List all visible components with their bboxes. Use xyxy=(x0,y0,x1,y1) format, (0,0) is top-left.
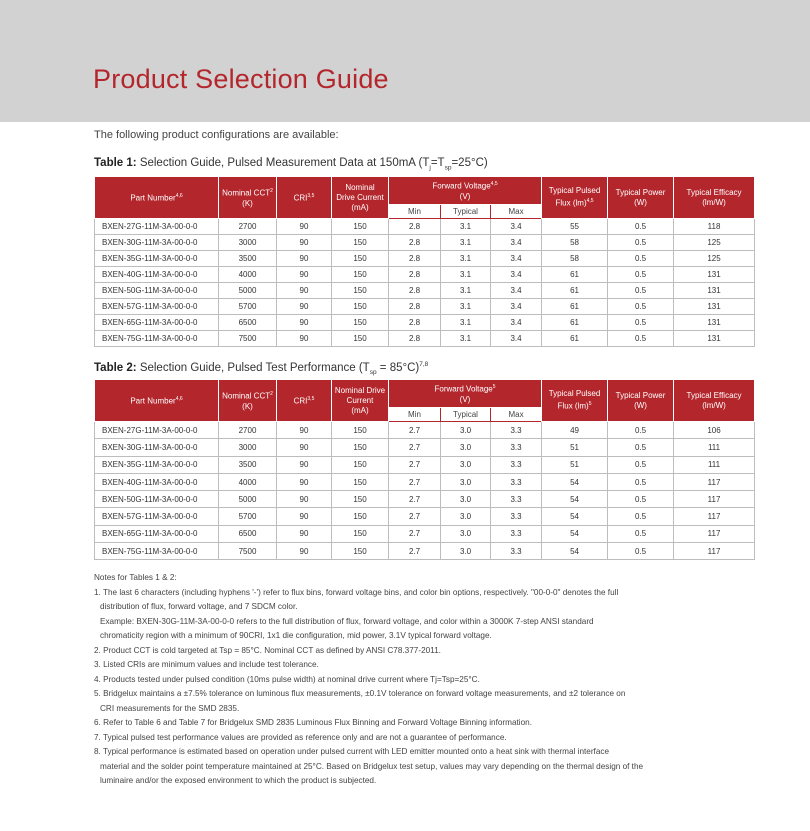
table-cell: 150 xyxy=(332,299,389,315)
table-cell: 3.4 xyxy=(491,219,542,235)
table-cell: 3.0 xyxy=(441,543,491,560)
col-fv-max: Max xyxy=(491,205,542,219)
table-cell: BXEN-75G-11M-3A-00-0-0 xyxy=(95,331,219,347)
table-cell: 2.7 xyxy=(389,525,441,542)
table-cell: 54 xyxy=(542,543,608,560)
table-cell: 90 xyxy=(277,456,332,473)
table-cell: 7500 xyxy=(219,331,277,347)
table-cell: 150 xyxy=(332,315,389,331)
table-cell: 150 xyxy=(332,456,389,473)
table-cell: 125 xyxy=(674,235,755,251)
table-cell: 3.4 xyxy=(491,267,542,283)
table-cell: 58 xyxy=(542,251,608,267)
table-cell: 125 xyxy=(674,251,755,267)
table-cell: 2.8 xyxy=(389,219,441,235)
table-cell: 150 xyxy=(332,235,389,251)
table-row xyxy=(95,456,755,473)
table-cell: 3.3 xyxy=(491,473,542,490)
table-cell: 90 xyxy=(277,283,332,299)
table-row xyxy=(95,299,755,315)
table-cell: 2.8 xyxy=(389,283,441,299)
table-cell: 2.7 xyxy=(389,473,441,490)
table-cell: 90 xyxy=(277,219,332,235)
table-cell: 150 xyxy=(332,525,389,542)
note-line: distribution of flux, forward voltage, and 7 SDCM color. xyxy=(100,602,298,611)
table-cell: 54 xyxy=(542,525,608,542)
table-cell: 3.1 xyxy=(441,283,491,299)
table-cell: 150 xyxy=(332,491,389,508)
note-line: 7. Typical pulsed test performance values are provided as reference only and are not a guarantee of performance. xyxy=(94,732,507,742)
col-drive-current: Nominal Drive Current (mA) xyxy=(332,380,389,422)
table-cell: 2.7 xyxy=(389,439,441,456)
table-cell: 0.5 xyxy=(608,299,674,315)
note-line: 4. Products tested under pulsed condition (10ms pulse width) at nominal drive current where Tj=Tsp=25°C. xyxy=(94,674,480,684)
note-line: 1. The last 6 characters (including hyphens '-') refer to flux bins, forward voltage bins, and color bin options, respectively. "00-0-0" denotes the full xyxy=(94,587,619,597)
table-row xyxy=(95,331,755,347)
table-cell: 3.1 xyxy=(441,251,491,267)
table-cell: 0.5 xyxy=(608,473,674,490)
table-cell: 117 xyxy=(674,473,755,490)
table-cell: 0.5 xyxy=(608,267,674,283)
table-cell: 90 xyxy=(277,315,332,331)
table-cell: BXEN-30G-11M-3A-00-0-0 xyxy=(95,439,219,456)
table-cell: 3.0 xyxy=(441,508,491,525)
table-cell: 90 xyxy=(277,439,332,456)
note-line: CRI measurements for the SMD 2835. xyxy=(100,703,240,713)
table-cell: 3.3 xyxy=(491,456,542,473)
table-cell: 150 xyxy=(332,543,389,560)
table-cell: 131 xyxy=(674,283,755,299)
col-cct: Nominal CCT$^2$ (K) xyxy=(219,177,277,219)
table-cell: 90 xyxy=(277,422,332,439)
table-cell: 0.5 xyxy=(608,491,674,508)
table-cell: 2700 xyxy=(219,422,277,439)
col-forward-voltage: Forward Voltage$^{4,5}$ (V) xyxy=(389,177,542,205)
table-cell: 49 xyxy=(542,422,608,439)
table-cell: 0.5 xyxy=(608,543,674,560)
table-cell: BXEN-40G-11M-3A-00-0-0 xyxy=(95,473,219,490)
col-efficacy: Typical Efficacy (lm/W) xyxy=(674,177,755,219)
col-fv-min: Min xyxy=(389,205,441,219)
table-cell: 111 xyxy=(674,439,755,456)
table-row xyxy=(95,508,755,525)
note-line: Example: BXEN-30G-11M-3A-00-0-0 refers to the full distribution of flux, forward voltage, and color within a 3000K 7-step ANSI standard xyxy=(100,616,594,626)
table-cell: 150 xyxy=(332,251,389,267)
table-cell: 0.5 xyxy=(608,439,674,456)
table-cell: 3.0 xyxy=(441,491,491,508)
table-cell: 61 xyxy=(542,267,608,283)
col-part-number: Part Number$^{4,6}$ xyxy=(95,177,219,219)
table-cell: 131 xyxy=(674,267,755,283)
col-cri: CRI$^{3,5}$ xyxy=(277,380,332,422)
table-cell: 3000 xyxy=(219,439,277,456)
table-cell: 3.3 xyxy=(491,508,542,525)
table-row xyxy=(95,267,755,283)
table-cell: 3.3 xyxy=(491,491,542,508)
table-cell: 2.7 xyxy=(389,422,441,439)
table-cell: 4000 xyxy=(219,473,277,490)
table-cell: 117 xyxy=(674,508,755,525)
table-cell: 2.8 xyxy=(389,299,441,315)
table-cell: 3.4 xyxy=(491,251,542,267)
table-cell: BXEN-50G-11M-3A-00-0-0 xyxy=(95,491,219,508)
table1-caption: Table 1: Selection Guide, Pulsed Measurement Data at 150mA $(T_j=T_{sp}=25^\circ C)$ xyxy=(94,157,488,172)
table-cell: 106 xyxy=(674,422,755,439)
table-cell: 0.5 xyxy=(608,456,674,473)
table-cell: 90 xyxy=(277,491,332,508)
col-flux: Typical Pulsed Flux (lm)$^5$ xyxy=(542,380,608,422)
table-cell: 0.5 xyxy=(608,235,674,251)
table-cell: 2.7 xyxy=(389,508,441,525)
table-cell: 90 xyxy=(277,525,332,542)
table-cell: 3.3 xyxy=(491,525,542,542)
table-cell: 90 xyxy=(277,267,332,283)
table-cell: 7500 xyxy=(219,543,277,560)
table-notes xyxy=(94,571,754,789)
table-cell: 117 xyxy=(674,491,755,508)
table-cell: 54 xyxy=(542,473,608,490)
table-cell: 54 xyxy=(542,491,608,508)
table-cell: 5000 xyxy=(219,491,277,508)
table-cell: 0.5 xyxy=(608,219,674,235)
table-cell: 0.5 xyxy=(608,315,674,331)
table-row xyxy=(95,251,755,267)
table-cell: 90 xyxy=(277,473,332,490)
table-cell: 0.5 xyxy=(608,508,674,525)
table-cell: 3500 xyxy=(219,251,277,267)
table-cell: 61 xyxy=(542,283,608,299)
intro-text: The following product configurations are available: xyxy=(94,129,339,141)
table-row xyxy=(95,439,755,456)
table-cell: 2.8 xyxy=(389,331,441,347)
col-flux: Typical Pulsed Flux (lm)$^{4,5}$ xyxy=(542,177,608,219)
table-cell: 2.8 xyxy=(389,235,441,251)
table-cell: 150 xyxy=(332,331,389,347)
table-cell: 2.7 xyxy=(389,491,441,508)
table-cell: BXEN-65G-11M-3A-00-0-0 xyxy=(95,315,219,331)
table-cell: 3.0 xyxy=(441,422,491,439)
table-cell: 3.3 xyxy=(491,422,542,439)
col-efficacy: Typical Efficacy (lm/W) xyxy=(674,380,755,422)
col-power: Typical Power (W) xyxy=(608,380,674,422)
table2-caption: Table 2: Selection Guide, Pulsed Test Performance $(T_{sp} = 85^\circ C)^{7,8}$ xyxy=(94,361,429,377)
table-cell: BXEN-75G-11M-3A-00-0-0 xyxy=(95,543,219,560)
table-cell: 150 xyxy=(332,473,389,490)
table-cell: 150 xyxy=(332,219,389,235)
table-row xyxy=(95,315,755,331)
note-line: chromaticity region with a minimum of 90CRI, 1x1 die configuration, mid power, 3.1V typical forward voltage. xyxy=(100,631,492,640)
table-cell: 118 xyxy=(674,219,755,235)
table-cell: 3.1 xyxy=(441,299,491,315)
table-cell: 3.4 xyxy=(491,283,542,299)
table-row xyxy=(95,235,755,251)
table-cell: BXEN-30G-11M-3A-00-0-0 xyxy=(95,235,219,251)
table-cell: 0.5 xyxy=(608,525,674,542)
table-cell: 4000 xyxy=(219,267,277,283)
table-cell: 5700 xyxy=(219,508,277,525)
note-line: material and the solder point temperature maintained at 25°C. Based on Bridgelux test setup, values may vary depending on the thermal design of the xyxy=(100,761,644,771)
table-row xyxy=(95,525,755,542)
notes-heading: Notes for Tables 1 & 2: xyxy=(94,573,177,582)
table-cell: 58 xyxy=(542,235,608,251)
table-cell: 131 xyxy=(674,315,755,331)
table-cell: 2.8 xyxy=(389,315,441,331)
table-cell: 131 xyxy=(674,331,755,347)
table-cell: 61 xyxy=(542,299,608,315)
table-cell: 55 xyxy=(542,219,608,235)
table-cell: 3.0 xyxy=(441,473,491,490)
note-line: 2. Product CCT is cold targeted at Tsp = 85°C. Nominal CCT as defined by ANSI C78.377-2011. xyxy=(94,645,441,655)
table-cell: 54 xyxy=(542,508,608,525)
table-cell: 117 xyxy=(674,525,755,542)
col-fv-max: Max xyxy=(491,408,542,422)
table-cell: 3.1 xyxy=(441,219,491,235)
table-row xyxy=(95,422,755,439)
table-cell: 3.4 xyxy=(491,299,542,315)
table-cell: 150 xyxy=(332,508,389,525)
table-cell: 2.8 xyxy=(389,251,441,267)
table-cell: 3.3 xyxy=(491,439,542,456)
table-cell: BXEN-50G-11M-3A-00-0-0 xyxy=(95,283,219,299)
selection-table-2 xyxy=(94,379,755,560)
table-row xyxy=(95,491,755,508)
table-cell: 150 xyxy=(332,422,389,439)
table-cell: 131 xyxy=(674,299,755,315)
table-cell: 3.4 xyxy=(491,331,542,347)
note-line: 5. Bridgelux maintains a ±7.5% tolerance on luminous flux measurements, ±0.1V tolerance on forward voltage measurements, and ±2 tolerance on xyxy=(94,689,626,698)
table-cell: BXEN-65G-11M-3A-00-0-0 xyxy=(95,525,219,542)
col-fv-typ: Typical xyxy=(441,205,491,219)
table-row xyxy=(95,219,755,235)
table-cell: 111 xyxy=(674,456,755,473)
table-cell: 0.5 xyxy=(608,331,674,347)
col-fv-typ: Typical xyxy=(441,408,491,422)
table-cell: 90 xyxy=(277,299,332,315)
table-cell: BXEN-40G-11M-3A-00-0-0 xyxy=(95,267,219,283)
table-cell: 3.3 xyxy=(491,543,542,560)
note-line: luminaire and/or the exposed environment to which the product is subjected. xyxy=(100,776,377,785)
selection-table-1 xyxy=(94,176,755,347)
page-title: Product Selection Guide xyxy=(93,64,389,94)
table-cell: 3.0 xyxy=(441,439,491,456)
table-cell: 150 xyxy=(332,283,389,299)
table-cell: 90 xyxy=(277,331,332,347)
table-cell: 2.7 xyxy=(389,543,441,560)
col-cct: Nominal CCT$^2$ (K) xyxy=(219,380,277,422)
col-power: Typical Power (W) xyxy=(608,177,674,219)
table-cell: 90 xyxy=(277,508,332,525)
table-cell: 61 xyxy=(542,331,608,347)
table-cell: 0.5 xyxy=(608,422,674,439)
table-cell: BXEN-35G-11M-3A-00-0-0 xyxy=(95,456,219,473)
header-banner xyxy=(0,0,810,122)
note-line: 8. Typical performance is estimated based on operation under pulsed current with LED emitter mounted onto a heat sink with thermal interface xyxy=(94,747,610,756)
table-row xyxy=(95,543,755,560)
table-cell: 61 xyxy=(542,315,608,331)
table-cell: 5700 xyxy=(219,299,277,315)
table-cell: 3.1 xyxy=(441,331,491,347)
table-cell: 3.1 xyxy=(441,235,491,251)
table-cell: 3.0 xyxy=(441,525,491,542)
table-cell: BXEN-35G-11M-3A-00-0-0 xyxy=(95,251,219,267)
col-part-number: Part Number$^{4,6}$ xyxy=(95,380,219,422)
col-fv-min: Min xyxy=(389,408,441,422)
table-cell: 3.4 xyxy=(491,315,542,331)
table-cell: BXEN-57G-11M-3A-00-0-0 xyxy=(95,299,219,315)
table-cell: 3.4 xyxy=(491,235,542,251)
col-forward-voltage: Forward Voltage$^5$ (V) xyxy=(389,380,542,408)
table-cell: 51 xyxy=(542,439,608,456)
table-cell: 3500 xyxy=(219,456,277,473)
table-cell: 90 xyxy=(277,235,332,251)
col-cri: CRI$^{3,5}$ xyxy=(277,177,332,219)
table-cell: 51 xyxy=(542,456,608,473)
table-cell: 3.1 xyxy=(441,267,491,283)
table-cell: 90 xyxy=(277,543,332,560)
table-row xyxy=(95,473,755,490)
table-cell: 90 xyxy=(277,251,332,267)
table-cell: BXEN-27G-11M-3A-00-0-0 xyxy=(95,422,219,439)
table-cell: BXEN-57G-11M-3A-00-0-0 xyxy=(95,508,219,525)
table-cell: 2.7 xyxy=(389,456,441,473)
table-row xyxy=(95,283,755,299)
table-cell: 2700 xyxy=(219,219,277,235)
table-cell: 117 xyxy=(674,543,755,560)
table-cell: BXEN-27G-11M-3A-00-0-0 xyxy=(95,219,219,235)
table-cell: 6500 xyxy=(219,525,277,542)
table-cell: 3.1 xyxy=(441,315,491,331)
note-line: 3. Listed CRIs are minimum values and include test tolerance. xyxy=(94,660,319,669)
table-cell: 5000 xyxy=(219,283,277,299)
col-drive-current: Nominal Drive Current (mA) xyxy=(332,177,389,219)
table-cell: 150 xyxy=(332,267,389,283)
table-cell: 3000 xyxy=(219,235,277,251)
table-cell: 3.0 xyxy=(441,456,491,473)
table-cell: 0.5 xyxy=(608,251,674,267)
note-line: 6. Refer to Table 6 and Table 7 for Bridgelux SMD 2835 Luminous Flux Binning and Forward Voltage Binning information. xyxy=(94,718,532,727)
table-cell: 2.8 xyxy=(389,267,441,283)
table-cell: 6500 xyxy=(219,315,277,331)
table-cell: 150 xyxy=(332,439,389,456)
table-cell: 0.5 xyxy=(608,283,674,299)
